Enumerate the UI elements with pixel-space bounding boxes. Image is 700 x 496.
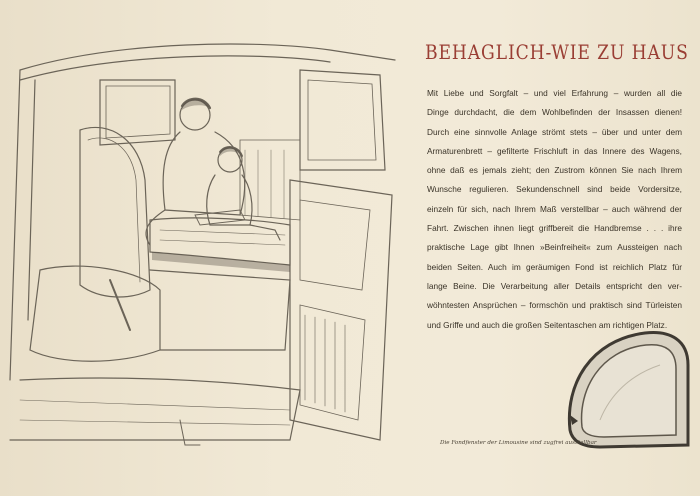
car-interior-illustration: [0, 20, 420, 460]
body-line: Mit Liebe und Sorgfalt – und viel Erfahrung – wurden all die: [427, 88, 682, 98]
body-line: Wunsche regulieren. Sekundenschnell sind beide Vordersitze,: [427, 184, 682, 195]
body-line: wöhntesten Ansprüchen – formschön und praktisch sind Türleisten: [427, 300, 682, 311]
image-caption: Die Fondfenster der Limousine sind zugfrei ausstellbar: [440, 440, 597, 446]
body-text: [427, 84, 682, 335]
body-line: Fahrt. Zwischen ihnen liegt griffbereit die Handbremse . . . ihre: [427, 223, 682, 234]
body-line: ohne daß es jemals zieht; den Zustrom können Sie nach Ihrem: [427, 165, 682, 176]
body-line: Dinge durchdacht, die dem Wohlbefinden der Insassen dienen!: [427, 107, 682, 118]
body-line: Armaturenbrett – gefilterte Frischluft in das Innere des Wagens,: [427, 145, 682, 156]
body-line: Durch eine sinnvolle Anlage strömt stets – über und unter dem: [427, 126, 682, 137]
body-line: lange Beine. Die Verarbeitung aller Details entspricht den ver-: [427, 280, 682, 291]
page-headline: BEHAGLICH-WIE ZU HAUS: [425, 40, 689, 64]
body-line: und Griffe und auch die großen Seitentaschen am richtigen Platz.: [427, 319, 668, 330]
body-line: beiden Seiten. Auch im geräumigen Fond ist reichlich Platz für: [427, 261, 682, 272]
body-line: praktische Lage gibt Ihnen »Beinfreiheit« zum Aussteigen nach: [427, 242, 682, 253]
body-line: einzeln für sich, nach Ihrem Maß verstellbar – auch während der: [427, 203, 682, 214]
